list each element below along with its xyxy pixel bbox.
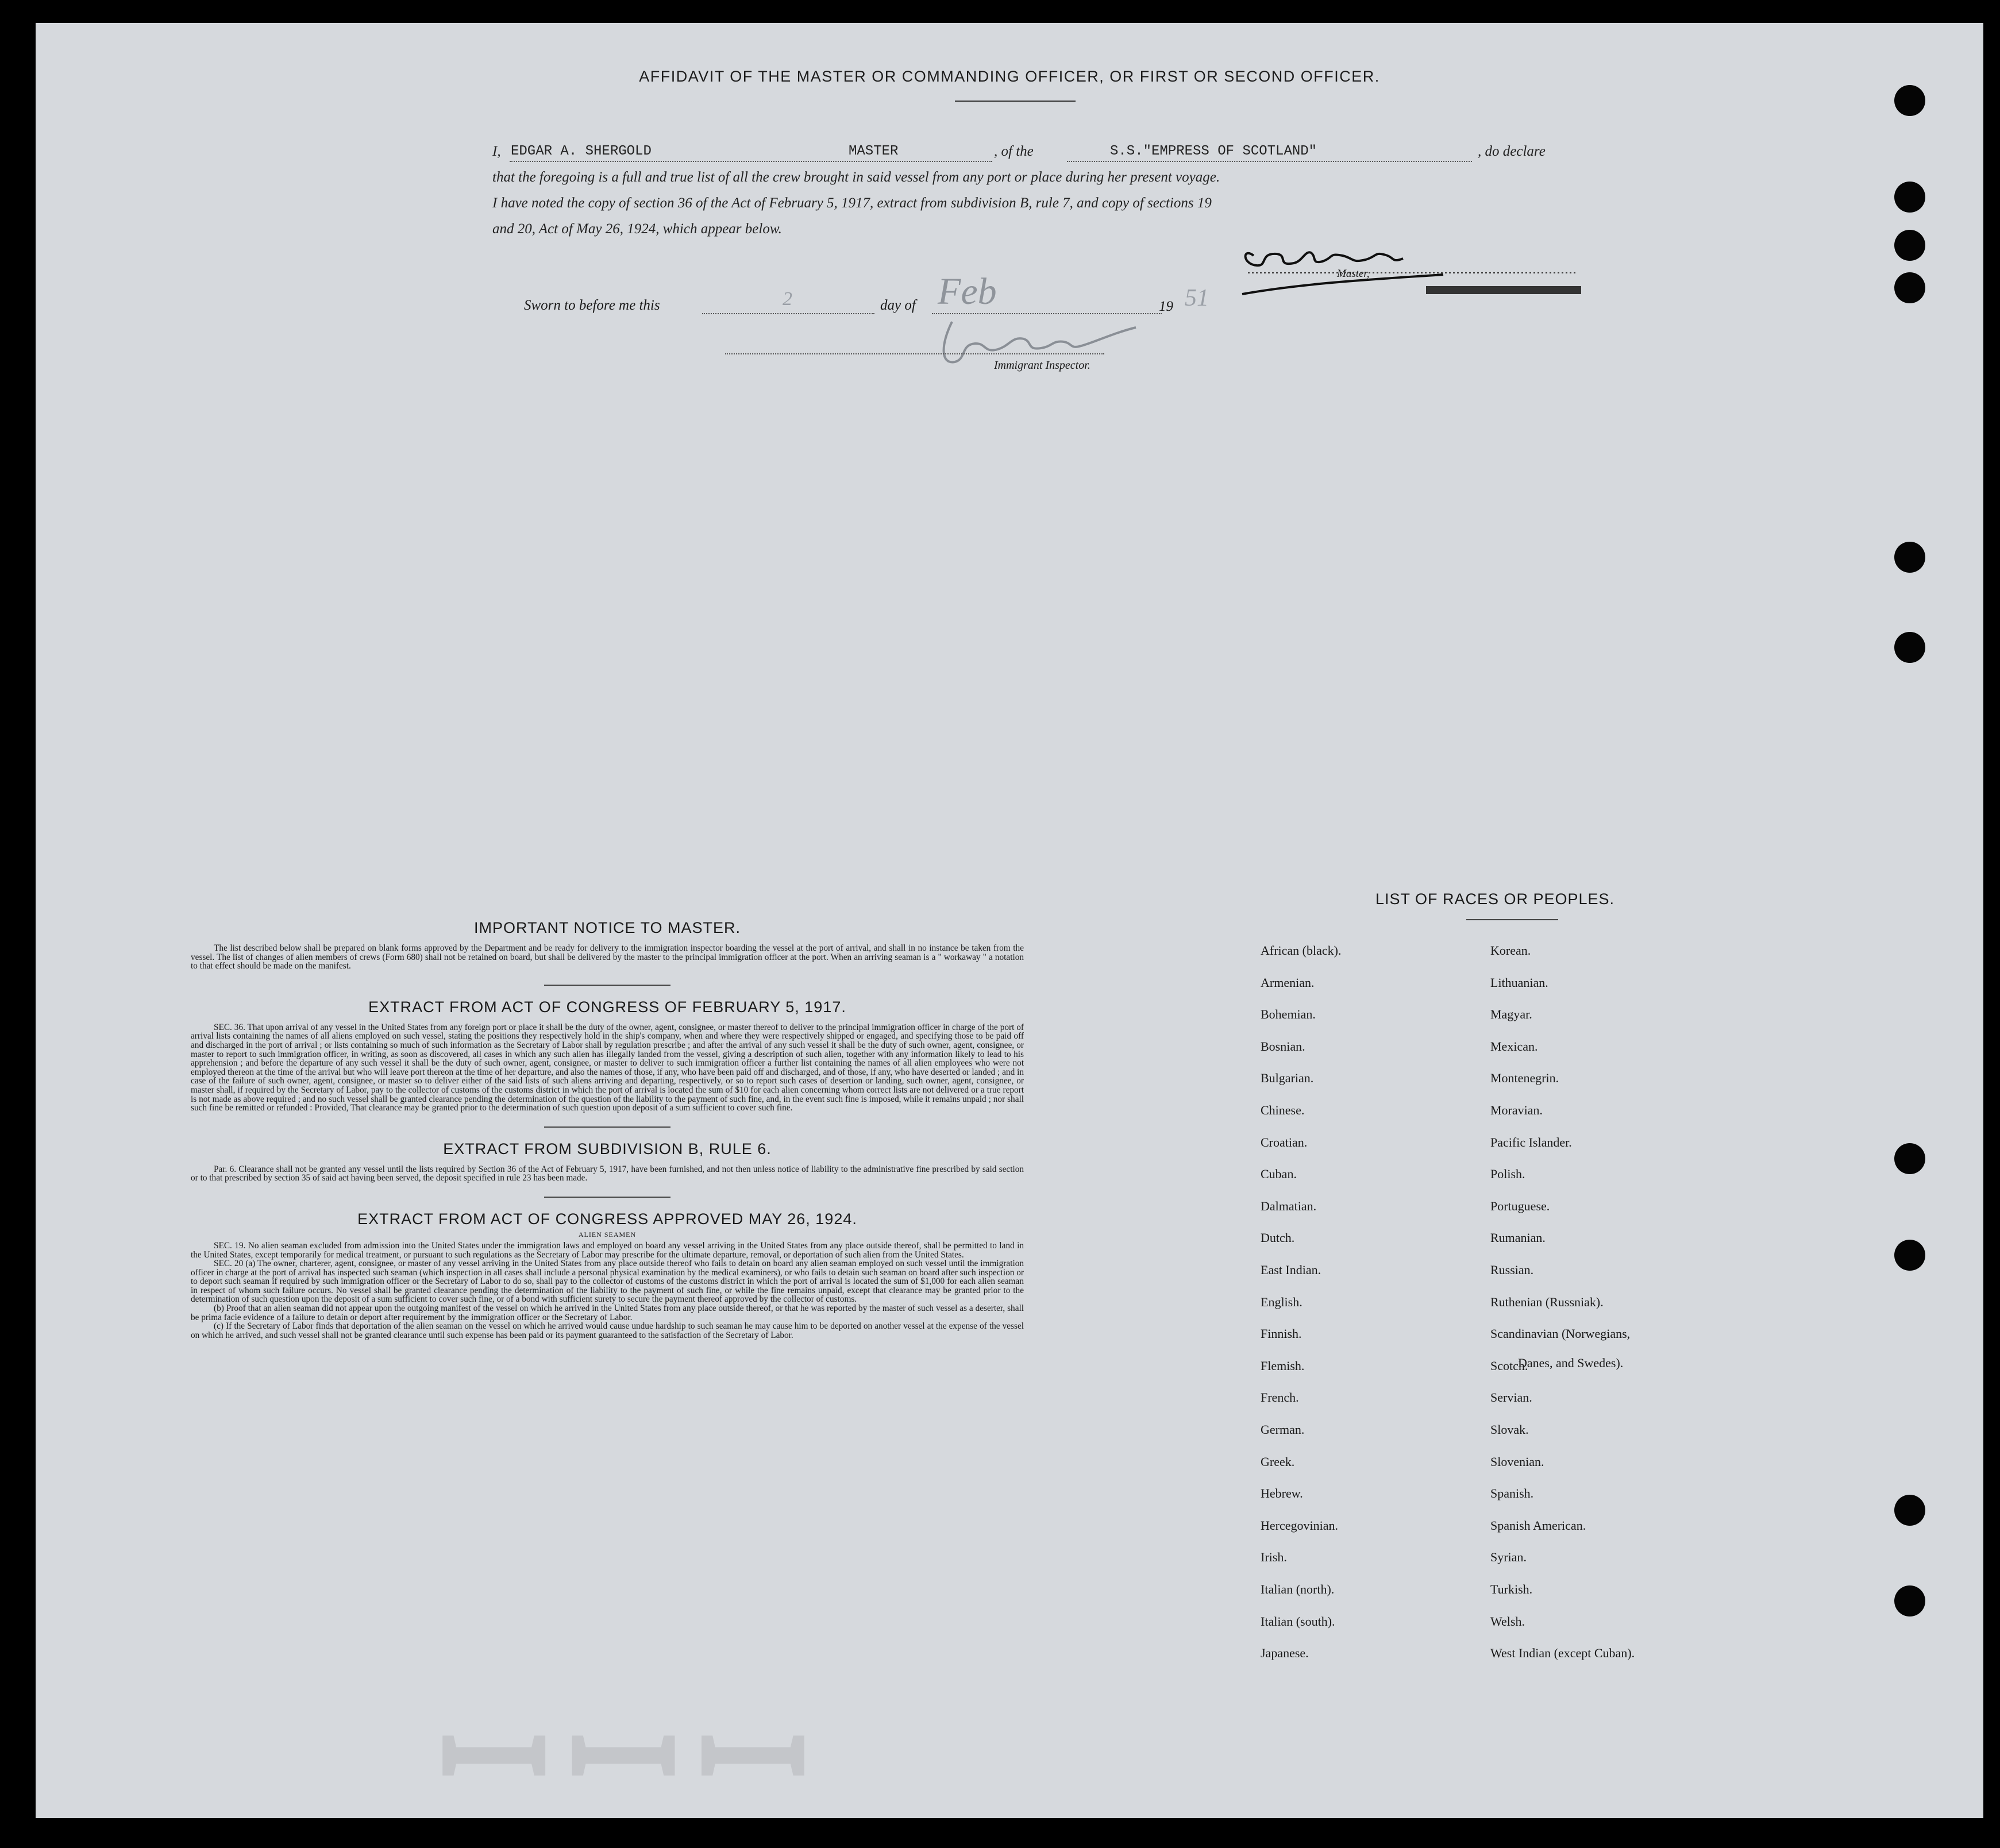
- punch-hole: [1894, 1143, 1925, 1174]
- race-item: Korean.: [1490, 943, 1531, 958]
- race-item: Polish.: [1490, 1167, 1525, 1182]
- inspector-line: [725, 353, 1104, 354]
- race-item: Montenegrin.: [1490, 1071, 1559, 1086]
- race-item: Slovak.: [1490, 1422, 1529, 1437]
- race-item: Italian (north).: [1261, 1582, 1335, 1596]
- race-item: Turkish.: [1490, 1582, 1533, 1596]
- race-item: Cuban.: [1261, 1167, 1297, 1182]
- master-name: EDGAR A. SHERGOLD: [511, 144, 652, 159]
- race-item: Servian.: [1490, 1390, 1532, 1405]
- declaration-line-3: I have noted the copy of section 36 of the Act of February 5, 1917, extract from subdivision B, rule 7, and copy of sections 19: [492, 195, 1212, 211]
- race-item: Ruthenian (Russniak).: [1490, 1294, 1604, 1309]
- title-rule: [955, 101, 1076, 102]
- alien-seamen-subtitle: ALIEN SEAMEN: [578, 1230, 637, 1239]
- of-the-text: , of the: [994, 144, 1034, 159]
- race-item: Irish.: [1261, 1550, 1287, 1565]
- affidavit-title: AFFIDAVIT OF THE MASTER OR COMMANDING OFFICER, OR FIRST OR SECOND OFFICER.: [639, 68, 1380, 85]
- race-item: Portuguese.: [1490, 1198, 1550, 1213]
- name-underline: [510, 161, 992, 162]
- bleed-through-shadow: ꟷꟷꟷ: [438, 1684, 827, 1837]
- race-item: Croatian.: [1261, 1135, 1308, 1149]
- race-item: Lithuanian.: [1490, 975, 1548, 990]
- race-item: Hebrew.: [1261, 1486, 1303, 1501]
- sec20c-text: (c) If the Secretary of Labor finds that deportation of the alien seaman on the vessel on which he arrived would cause undue hardship to such seaman he may cause him to be deported on another vessel at the expense of the vessel on which he arrived, and such vessel shall not be granted clearance until such expense has been paid or its payment guaranteed to the satisfaction of the Secretary of Labor.: [191, 1321, 1024, 1340]
- race-item: Rumanian.: [1490, 1230, 1546, 1245]
- sworn-day-of: day of: [880, 298, 916, 313]
- master-rank: MASTER: [849, 144, 899, 159]
- race-item: Welsh.: [1490, 1614, 1525, 1629]
- race-item: Dalmatian.: [1261, 1198, 1317, 1213]
- race-item: Pacific Islander.: [1490, 1135, 1572, 1149]
- race-item: Spanish American.: [1490, 1518, 1586, 1533]
- declaration-prefix: I,: [492, 144, 501, 159]
- race-item: Armenian.: [1261, 975, 1315, 990]
- extract-1924-title: EXTRACT FROM ACT OF CONGRESS APPROVED MAY 26, 1924.: [357, 1210, 857, 1228]
- race-item: German.: [1261, 1422, 1305, 1437]
- race-item: Bulgarian.: [1261, 1071, 1314, 1086]
- extract-rule6-text: Par. 6. Clearance shall not be granted any vessel until the lists required by Section 36 of the Act of February 5, 1917, have been furnished, and not then unless notice of liability to the administrative fine prescribed by said section or to that prescribed by section 35 of said act having been served, the deposit specified in rule 23 has been made.: [191, 1164, 1024, 1183]
- race-item: Italian (south).: [1261, 1614, 1335, 1629]
- legal-notices: [191, 919, 1024, 1340]
- punch-hole: [1894, 542, 1925, 573]
- declaration-line-4: and 20, Act of May 26, 1924, which appear below.: [492, 221, 782, 237]
- race-item: Magyar.: [1490, 1007, 1532, 1022]
- race-item: Japanese.: [1261, 1646, 1309, 1661]
- punch-hole: [1894, 1585, 1925, 1616]
- punch-hole: [1894, 632, 1925, 663]
- sworn-month: Feb: [938, 271, 997, 312]
- race-item: Flemish.: [1261, 1358, 1305, 1373]
- race-item: Danes, and Swedes).: [1518, 1356, 1624, 1370]
- race-item: Spanish.: [1490, 1486, 1534, 1501]
- declare-text: , do declare: [1478, 144, 1546, 159]
- race-item: Greek.: [1261, 1454, 1295, 1469]
- vessel-underline: [1067, 161, 1472, 162]
- race-item: East Indian.: [1261, 1263, 1321, 1277]
- affidavit-section: [36, 23, 1983, 425]
- race-item: Dutch.: [1261, 1230, 1295, 1245]
- race-item: Scotch.: [1490, 1358, 1528, 1373]
- race-item: Syrian.: [1490, 1550, 1527, 1565]
- race-item: Slovenian.: [1490, 1454, 1544, 1469]
- inspector-label: Immigrant Inspector.: [994, 359, 1090, 372]
- races-rule: [1466, 919, 1558, 920]
- document-sheet: [36, 23, 1983, 1837]
- separator: [544, 1197, 670, 1198]
- extract-1917-text: SEC. 36. That upon arrival of any vessel in the United States from any foreign port or place it shall be the duty of the owner, agent, consignee, or master thereof to deliver to the principal immigration officer in charge of the port of arrival lists containing the names of all aliens employed on such vessel, stating the positions they respectively hold in the ship's company, when and where they were respectively shipped or engaged, and specifying those to be paid off and discharged in the port of arrival ; or lists containing so much of such information as the Secretary of Labor shall by regulation prescribe ; and after the arrival of any such vessel it shall be the duty of such owner, agent, consignee, or master to report to such immigration officer, in writing, as soon as discovered, all cases in which any such alien has illegally landed from the vessel, giving a description of such alien, together with any information likely to lead to his apprehension ; and before the departure of any such vessel it shall be the duty of such owner, agent, consignee, or master to deliver to such immigration officer a further list containing the names of all alien employees who were not employed thereon at the time of the arrival but who will leave port thereon at the time of her departure, and also the names of those, if any, who have been paid off and discharged, and of those, if any, who have deserted or landed ; and in case of the failure of such owner, agent, consignee, or master so to deliver either of the said lists of such aliens arriving and departing, respectively, or so to report such cases of desertion or landing, such owner, agent, consignee, or master shall, if required by the Secretary of Labor, pay to the collector of customs of the customs district in which the port of arrival is located the sum of $10 for each alien concerning whom correct lists are not delivered or a true report is not made as above required ; and no such vessel shall be granted clearance pending the determination of the question of the liability to the payment of such fine, and, in the event such fine is imposed, while it remains unpaid ; nor shall such fine be remitted or refunded : Provided, That clearance may be granted prior to the determination of such question upon deposit of a sum sufficient to cover such fine.: [191, 1022, 1024, 1113]
- master-label: Master,: [1337, 268, 1370, 280]
- sworn-year: 51: [1185, 285, 1209, 311]
- master-signature: [1236, 230, 1581, 299]
- race-item: African (black).: [1261, 943, 1342, 958]
- sec20b-text: (b) Proof that an alien seaman did not appear upon the outgoing manifest of the vessel on which he arrived in the United States from any place outside thereof, or that he was reported by the master of such vessel as a deserter, shall be prima facie evidence of a failure to detain or deport after requirement by the immigration officer or the Secretary of Labor.: [191, 1303, 1024, 1322]
- sworn-year-prefix: 19: [1159, 299, 1173, 314]
- vessel-name: S.S."EMPRESS OF SCOTLAND": [1110, 144, 1317, 159]
- notice-title: IMPORTANT NOTICE TO MASTER.: [473, 919, 741, 936]
- race-item: Bohemian.: [1261, 1007, 1316, 1022]
- punch-hole: [1894, 1495, 1925, 1526]
- notice-text: The list described below shall be prepared on blank forms approved by the Department and be ready for delivery to the immigration inspector boarding the vessel at the port of arrival, and shall in no instance be taken from the vessel. The list of changes of alien members of crews (Form 680) shall not be retained on board, but shall be delivered by the master to the principal immigration officer at the port. When an arriving seaman is a " workaway " a notation to that effect should be made on the manifest.: [191, 943, 1024, 971]
- race-item: Russian.: [1490, 1263, 1534, 1277]
- sworn-day-line: [702, 313, 874, 314]
- race-item: Moravian.: [1490, 1103, 1543, 1117]
- extract-rule6-title: EXTRACT FROM SUBDIVISION B, RULE 6.: [443, 1140, 772, 1158]
- race-item: West Indian (except Cuban).: [1490, 1646, 1635, 1661]
- race-item: Finnish.: [1261, 1326, 1302, 1341]
- race-item: Hercegovinian.: [1261, 1518, 1338, 1533]
- punch-hole: [1894, 1240, 1925, 1271]
- sec19-text: SEC. 19. No alien seaman excluded from admission into the United States under the immigration laws and employed on board any vessel arriving in the United States from any place outside thereof, shall be permitted to land in the United States, except temporarily for medical treatment, or pursuant to such regulations as the Secretary of Labor may prescribe for the ultimate departure, removal, or deportation of such alien from the United States.: [191, 1240, 1024, 1260]
- sec20a-text: SEC. 20 (a) The owner, charterer, agent, consignee, or master of any vessel arriving in the United States from any place outside thereof who fails to detain on board any alien seaman employed on such vessel until the immigration officer in charge at the port of arrival has inspected such seaman (which inspection in all cases shall include a personal physical examination by the medical examiners), or who fails to detain such seaman on board after such inspection or to deport such seaman if required by such immigration officer or the Secretary of Labor to do so, shall pay to the collector of customs of the customs district in which the port of arrival is located the sum of $1,000 for each alien seaman in respect of whom such failure occurs. No vessel shall be granted clearance pending the determination of the liability to the payment of such fine, or while the fine remains unpaid, except that clearance may be granted prior to the determination of such question upon the deposit of a sum sufficient to cover such fine, or of a bond with sufficient surety to secure the payment thereof approved by the collector of customs.: [191, 1259, 1024, 1305]
- race-item: English.: [1261, 1294, 1302, 1309]
- race-item: Chinese.: [1261, 1103, 1305, 1117]
- race-item: French.: [1261, 1390, 1299, 1405]
- race-item: Scandinavian (Norwegians,: [1490, 1326, 1631, 1341]
- separator: [544, 985, 670, 986]
- declaration-line-2: that the foregoing is a full and true list of all the crew brought in said vessel from any port or place during her present voyage.: [492, 169, 1220, 185]
- sworn-day: 2: [783, 288, 792, 310]
- extract-1917-title: EXTRACT FROM ACT OF CONGRESS OF FEBRUARY 5, 1917.: [368, 998, 846, 1016]
- races-title: LIST OF RACES OR PEOPLES.: [1375, 890, 1615, 908]
- race-item: Bosnian.: [1261, 1039, 1305, 1054]
- sworn-prefix: Sworn to before me this: [524, 298, 660, 313]
- race-item: Mexican.: [1490, 1039, 1538, 1054]
- separator: [544, 1126, 670, 1128]
